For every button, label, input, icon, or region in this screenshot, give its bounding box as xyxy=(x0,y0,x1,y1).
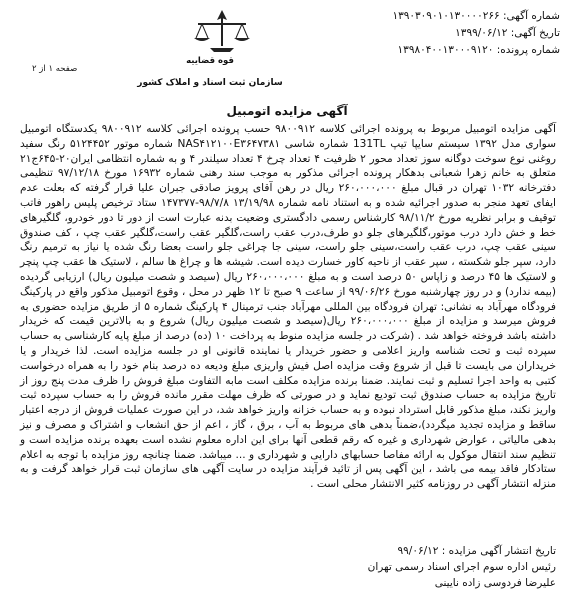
header-meta xyxy=(340,8,560,59)
official-title: رئیس اداره سوم اجرای اسناد رسمی تهران xyxy=(367,561,556,573)
ad-date: تاریخ آگهی: ۱۳۹۹/۰۶/۱۲ xyxy=(455,27,560,39)
notice-footer xyxy=(156,543,556,591)
emblem-title: قوه قضاییه xyxy=(186,56,234,66)
file-number: شماره پرونده: ۱۳۹۸۰۴۰۰۱۳۰۰۰۹۱۲۰ xyxy=(397,44,560,56)
emblem-organization: سازمان ثبت اسناد و املاک کشور xyxy=(137,78,283,88)
page-number: صفحه ۱ از ۲ xyxy=(32,64,78,74)
ad-number: شماره آگهی: ۱۳۹۰۳۰۹۰۱۰۱۳۰۰۰۰۲۶۶ xyxy=(392,10,560,22)
publish-date: تاریخ انتشار آگهی مزایده : ۹۹/۰۶/۱۲ xyxy=(397,545,556,557)
notice-title: آگهی مزایده اتومبیل xyxy=(226,104,348,118)
notice-body: آگهی مزایده اتومبیل مربوط به پرونده اجرائی کلاسه ۹۸۰۰۹۱۲ حسب پرونده اجرائی کلاسه ۹۸۰۰۹۱۲ یکدستگاه اتومبیل سواری مدل ۱۳۹۲ سیستم سایپا تیپ 131TL شماره شاسی NAS۴۱۲۱۰۰E۳۶۴۷۳۸۱ شماره موتور ۵۱۲۴۴۵۲ رنگ سفید روغنی نوع سوخت دوگانه سوز تعداد محور ۲ ظرفیت ۴ تعداد چرخ ۴ تعداد سیلندر ۴ و به شماره انتظامی ایران۲۰-۶۴۵ج۲۱ متعلق به خانم زهرا شعبانی بدهکار پرونده اجرائی مذکور به موجب سند رهنی شماره ۱۶۹۳۲ مورخ ۹۷/۱۲/۱۸ تنظیمی دفترخانه ۱۰۳۲ تهران در قبال مبلغ ۲۶۰،۰۰۰،۰۰۰ ریال در رهن آقای پرویز صادقی جبران علیا قرار گرفته که بعلت عدم ایفای تعهد منجر به صدور اجرائیه شده و به استناد نامه شماره ۱۳/۱۹/۹۸ ۹۸/۷/۸-۱۴۷۳۷۷ ستاد ترخیص پلیس راهور فاتب توقیف و برابر نظریه مورخ ۹۸/۱۱/۲ کارشناس رسمی دادگستری وضعیت بدنه عبارت است از دور تا دور خودرو، گلگیرهای خط و خش دارد درب موتور،گلگیرهای جلو دو طرف،درب عقب راست،گلگیر عقب راست،گلگیر عقب چپ ، کف صندوق سینی عقب چپ، درب عقب راست،سینی جلو راست، سینی جا چراغی جلو راست بعضا رنگ شده یا نیاز به ترمیم رنگ دارد، سپر جلو شکسته ، سپر عقب از ناحیه کاور خسارت دیده است. شیشه ها و چراغ ها سالم ، لاستیک ها عقب چپ پنچر و لاستیک ها ۴۵ درصد و زاپاس ۵۰ درصد است و به مبلغ ۲۶۰،۰۰۰،۰۰۰ ریال (سیصد و شصت میلیون ریال) ارزیابی گردیده (بیمه ندارد) و در روز چهارشنبه مورخ ۹۹/۰۶/۲۶ از ساعت ۹ صبح تا ۱۲ ظهر در محل ، وقوع اتومبیل مذکور واقع در پارکینگ فرودگاه مهرآباد به نشانی: تهران فرودگاه بین المللی مهرآباد جنب ترمینال ۴ پارکینگ شماره ۵ از طریق مزایده حضوری به فروش میرسد و مزایده از مبلغ ۲۶۰،۰۰۰،۰۰۰ ریال(سیصد و شصت میلیون ریال) شروع و به بالاترین قیمت که خریدار داشته باشد فروخته خواهد شد . (شرکت در جلسه مزایده منوط به پرداخت ۱۰ (ده) درصد از مبلغ پایه کارشناسی به حساب سپرده ثبت و تحت شناسه واریز اعلامی و حضور خریدار یا نماینده قانونی او در جلسه مزایده است. لذا خریدار و یا خریداران می بایست تا قبل از شروع وقت مزایده اصل فیش واریزی مبلغ ودیعه ده درصد بنام خود را به همراه درخواست کتبی به واحد اجرا تسلیم و ثبت نمایند. ضمنا برنده مزایده مکلف است مابه التفاوت مبلغ فروش را ظرف مدت پنج روز از تاریخ مزایده به حساب صندوق ثبت تودیع نماید و در صورتی که ظرف مهلت مقرر مانده فروش را به حساب سپرده ثبت واریز نکند، مبلغ مذکور قابل استرداد نبوده و به حساب خزانه واریز خواهد شد، در این صورت عملیات فروش از درجه اعتبار ساقط و مزایده تجدید میگردد)،ضمناً بدهی های مربوط به آب ، برق ، گاز ، اعم از حق انشعاب و اشتراک و مصرف و نیز بدهی مالیاتی ، عوارض شهرداری و غیره که رقم قطعی آنها برای این اداره معلوم نشده است بعهده برنده مزایده است و تنظیم سند انتقال موکول به ارائه مفاصا حسابهای دارایی و شهرداری و ... میباشد. ضمنا چنانچه روز مزایده با توجه به اعلام ستادکار فاقد بیمه می باشد ، این آگهی پس از تائید فرآیند مزایده در سایت آگهی های سازمان ثبت قرار خواهد گرفت و به منزله انتشار آگهی در روزنامه کثیر الانتشار محلی است . xyxy=(20,123,557,491)
official-name: علیرضا فردوسی زاده نایینی xyxy=(434,577,556,589)
